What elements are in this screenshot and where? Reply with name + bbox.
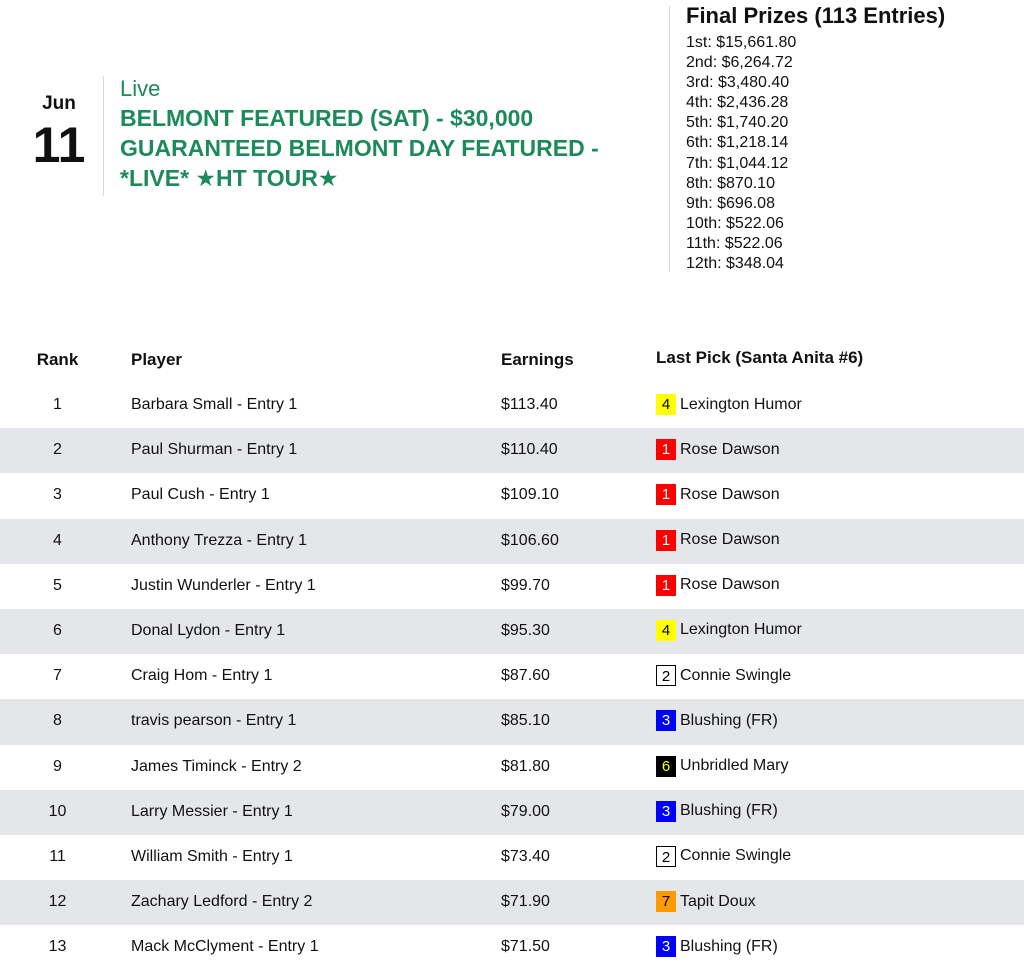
last-pick-cell <box>656 575 780 596</box>
horse-name: Blushing (FR) <box>680 802 778 820</box>
horse-name: Lexington Humor <box>680 395 802 413</box>
saddle-cloth-number: 6 <box>656 756 676 777</box>
saddle-cloth-number: 1 <box>656 575 676 596</box>
player-name[interactable]: Paul Shurman - Entry 1 <box>131 441 298 459</box>
header-player[interactable]: Player <box>131 350 183 369</box>
prize-item: 6th: $1,218.14 <box>686 134 789 152</box>
table-body <box>0 383 1024 970</box>
prize-item: 10th: $522.06 <box>686 214 784 232</box>
last-pick-cell <box>656 439 780 460</box>
player-name[interactable]: James Timinck - Entry 2 <box>131 757 302 775</box>
table-row[interactable] <box>0 654 1024 699</box>
last-pick-cell <box>656 846 791 867</box>
rank-cell: 6 <box>53 621 62 639</box>
leaderboard-table <box>0 337 1024 970</box>
horse-name: Connie Swingle <box>680 666 792 684</box>
prizes-title: Final Prizes (113 Entries) <box>686 3 946 28</box>
saddle-cloth-number: 2 <box>656 665 676 686</box>
player-name[interactable]: travis pearson - Entry 1 <box>131 712 297 730</box>
rank-cell: 10 <box>48 802 67 820</box>
last-pick-cell <box>656 710 778 731</box>
horse-name: Tapit Doux <box>680 892 756 910</box>
earnings-cell: $109.10 <box>501 486 559 504</box>
prizes-divider <box>669 6 670 272</box>
saddle-cloth-number: 3 <box>656 710 676 731</box>
prizes-panel <box>686 3 945 274</box>
table-header <box>0 337 1024 383</box>
prize-item: 1st: $15,661.80 <box>686 34 797 51</box>
horse-name: Blushing (FR) <box>680 711 778 729</box>
rank-cell: 8 <box>53 712 62 730</box>
earnings-cell: $87.60 <box>501 667 550 685</box>
event-title: BELMONT FEATURED (SAT) - $30,000 GUARANTEED BELMONT DAY FEATURED - *LIVE* ★HT TOUR★ <box>120 105 599 191</box>
earnings-cell: $99.70 <box>501 576 550 594</box>
last-pick-cell <box>656 394 802 415</box>
last-pick-cell <box>656 620 802 641</box>
prize-item: 3rd: $3,480.40 <box>686 74 790 92</box>
last-pick-cell <box>656 936 778 957</box>
rank-cell: 1 <box>53 396 62 413</box>
saddle-cloth-number: 3 <box>656 801 676 822</box>
table-row[interactable] <box>0 745 1024 790</box>
last-pick-cell <box>656 756 788 777</box>
player-name[interactable]: Zachary Ledford - Entry 2 <box>131 893 313 911</box>
earnings-cell: $71.90 <box>501 893 550 911</box>
rank-cell: 5 <box>53 576 62 594</box>
horse-name: Lexington Humor <box>680 621 802 639</box>
earnings-cell: $106.60 <box>501 531 559 549</box>
saddle-cloth-number: 7 <box>656 891 676 912</box>
saddle-cloth-number: 3 <box>656 936 676 957</box>
table-row[interactable] <box>0 880 1024 925</box>
earnings-cell: $85.10 <box>501 712 550 730</box>
earnings-cell: $79.00 <box>501 802 550 820</box>
player-name[interactable]: Paul Cush - Entry 1 <box>131 486 270 504</box>
event-month: Jun <box>42 93 76 114</box>
prize-item: 4th: $2,436.28 <box>686 94 789 112</box>
saddle-cloth-number: 1 <box>656 530 676 551</box>
rank-cell: 12 <box>48 893 67 911</box>
saddle-cloth-number: 4 <box>656 394 676 415</box>
rank-cell: 13 <box>48 938 67 956</box>
table-row[interactable] <box>0 473 1024 518</box>
earnings-cell: $73.40 <box>501 847 550 865</box>
horse-name: Rose Dawson <box>680 531 780 549</box>
event-day: 11 <box>32 117 86 173</box>
table-row[interactable] <box>0 519 1024 564</box>
earnings-cell: $95.30 <box>501 621 550 639</box>
last-pick-cell <box>656 530 780 551</box>
table-row[interactable] <box>0 790 1024 835</box>
earnings-cell: $81.80 <box>501 757 550 775</box>
player-name[interactable]: Mack McClyment - Entry 1 <box>131 938 319 956</box>
table-row[interactable] <box>0 699 1024 744</box>
rank-cell: 7 <box>53 667 62 685</box>
saddle-cloth-number: 1 <box>656 484 676 505</box>
table-row[interactable] <box>0 925 1024 970</box>
saddle-cloth-number: 4 <box>656 620 676 641</box>
prize-item: 9th: $696.08 <box>686 194 775 212</box>
saddle-cloth-number: 2 <box>656 846 676 867</box>
horse-name: Unbridled Mary <box>680 757 789 774</box>
player-name[interactable]: Anthony Trezza - Entry 1 <box>131 531 308 549</box>
rank-cell: 2 <box>53 441 62 459</box>
prize-item: 11th: $522.06 <box>686 234 783 252</box>
horse-name: Connie Swingle <box>680 847 792 865</box>
header-rank[interactable]: Rank <box>36 350 79 369</box>
player-name[interactable]: Donal Lydon - Entry 1 <box>131 621 286 639</box>
rank-cell: 3 <box>53 486 62 504</box>
prize-item: 5th: $1,740.20 <box>686 114 789 132</box>
earnings-cell: $71.50 <box>501 938 550 956</box>
horse-name: Blushing (FR) <box>680 937 778 955</box>
horse-name: Rose Dawson <box>680 485 780 503</box>
event-date <box>20 92 98 172</box>
prize-item: 2nd: $6,264.72 <box>686 54 793 72</box>
table-row[interactable] <box>0 609 1024 654</box>
saddle-cloth-number: 1 <box>656 439 676 460</box>
player-name[interactable]: Justin Wunderler - Entry 1 <box>131 576 316 594</box>
last-pick-cell <box>656 665 791 686</box>
last-pick-cell <box>656 801 778 822</box>
earnings-cell: $113.40 <box>501 396 558 413</box>
rank-cell: 11 <box>49 847 66 865</box>
header-last-pick[interactable]: Last Pick (Santa Anita #6) <box>656 348 864 367</box>
header-earnings[interactable]: Earnings <box>501 350 574 369</box>
rank-cell: 4 <box>53 531 62 549</box>
event-info <box>120 76 665 193</box>
event-status: Live <box>120 76 161 101</box>
horse-name: Rose Dawson <box>680 440 780 458</box>
table-row[interactable] <box>0 835 1024 880</box>
table-row[interactable] <box>0 383 1024 428</box>
player-name[interactable]: William Smith - Entry 1 <box>131 847 293 865</box>
player-name[interactable]: Craig Hom - Entry 1 <box>131 667 273 685</box>
player-name[interactable]: Larry Messier - Entry 1 <box>131 802 293 820</box>
earnings-cell: $110.40 <box>501 441 558 459</box>
date-divider <box>103 76 104 196</box>
table-row[interactable] <box>0 564 1024 609</box>
prize-item: 8th: $870.10 <box>686 174 775 192</box>
horse-name: Rose Dawson <box>680 576 780 594</box>
player-name[interactable]: Barbara Small - Entry 1 <box>131 396 298 413</box>
last-pick-cell <box>656 891 756 912</box>
last-pick-cell <box>656 484 780 505</box>
prize-item: 7th: $1,044.12 <box>686 154 789 172</box>
prize-item: 12th: $348.04 <box>686 255 784 273</box>
table-row[interactable] <box>0 428 1024 473</box>
prizes-list <box>686 33 945 274</box>
rank-cell: 9 <box>53 757 62 775</box>
